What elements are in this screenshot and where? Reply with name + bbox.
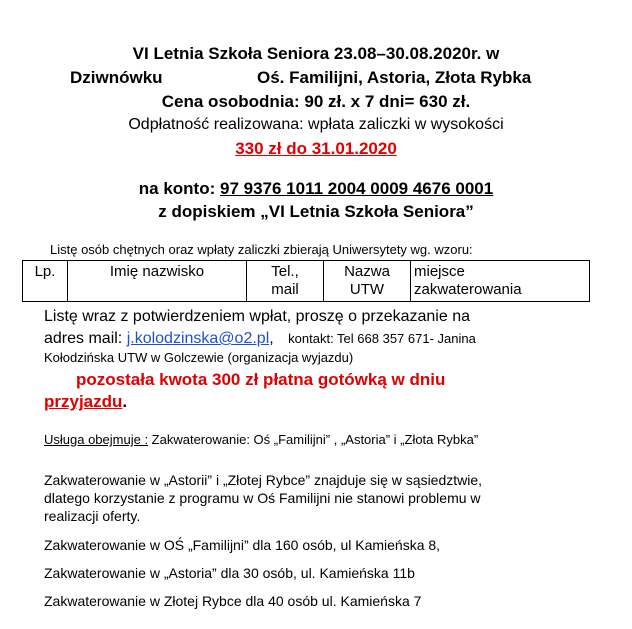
column-utw: Nazwa UTW [324, 261, 411, 302]
column-name: Imię nazwisko [68, 261, 247, 302]
deposit-amount: 330 zł do 31.01.2020 [235, 139, 397, 158]
payment-line: Odpłatność realizowana: wpłata zaliczki w wysokości [128, 116, 504, 133]
contact-phone: kontakt: Tel 668 357 671- Janina [288, 331, 476, 346]
remaining-amount-line-1: pozostała kwota 300 zł płatna gotówką w dniu [76, 370, 446, 389]
event-title: VI Letnia Szkoła Seniora 23.08–30.08.2020r. w [132, 44, 500, 63]
accommodation-item-zlota-rybka: Zakwaterowanie w Złotej Rybce dla 40 osób ul. Kamieńska 7 [44, 593, 422, 609]
registration-table [22, 260, 590, 302]
account-prefix: na konto: [138, 179, 220, 198]
table-caption: Listę osób chętnych oraz wpłaty zaliczki zbierają Uniwersytety wg. wzoru: [50, 242, 473, 257]
remaining-amount-line-2: przyjazdu. [44, 392, 128, 411]
event-location-town: Dziwnówku [70, 68, 163, 87]
account-line [0, 179, 632, 199]
transfer-note: z dopiskiem „VI Letnia Szkoła Seniora” [158, 202, 474, 221]
email-link[interactable]: j.kolodzinska@o2.pl [126, 330, 270, 347]
contact-line-1: Listę wraz z potwierdzeniem wpłat, proszę o przekazanie na [44, 308, 470, 325]
column-contact: Tel., mail [247, 261, 324, 302]
accommodation-para-line-1: Zakwaterowanie w „Astorii” i „Złotej Rybce” znajduje się w sąsiedztwie, [44, 472, 483, 488]
price-line: Cena osobodnia: 90 zł. x 7 dni= 630 zł. [161, 92, 471, 111]
table-header-row [23, 261, 590, 302]
column-accommodation: miejsce zakwaterowania [411, 261, 590, 302]
column-lp: Lp. [23, 261, 68, 302]
service-text: Zakwaterowanie: Oś „Familijni” , „Astoria” i „Złota Rybka” [148, 432, 479, 447]
account-number: 97 9376 1011 2004 0009 4676 0001 [219, 179, 494, 198]
service-label: Usługa obejmuje : [44, 432, 149, 447]
accommodation-item-familijni: Zakwaterowanie w OŚ „Familijni” dla 160 osób, ul Kamieńska 8, [44, 537, 441, 553]
accommodation-para-line-3: realizacji oferty. [44, 508, 141, 524]
email-prefix: adres mail: [44, 330, 127, 347]
contact-line-2: adres mail: j.kolodzinska@o2.pl, kontakt: Tel 668 357 671- Janina [44, 330, 476, 347]
service-line [44, 432, 478, 447]
accommodation-para-line-2: dlatego korzystanie z programu w Oś Familijni nie stanowi problemu w [44, 490, 481, 506]
accommodation-item-astoria: Zakwaterowanie w „Astoria” dla 30 osób, ul. Kamieńska 11b [44, 565, 415, 581]
event-venues: Oś. Familijni, Astoria, Złota Rybka [257, 68, 532, 87]
contact-line-3: Kołodzińska UTW w Golczewie (organizacja wyjazdu) [44, 350, 354, 365]
